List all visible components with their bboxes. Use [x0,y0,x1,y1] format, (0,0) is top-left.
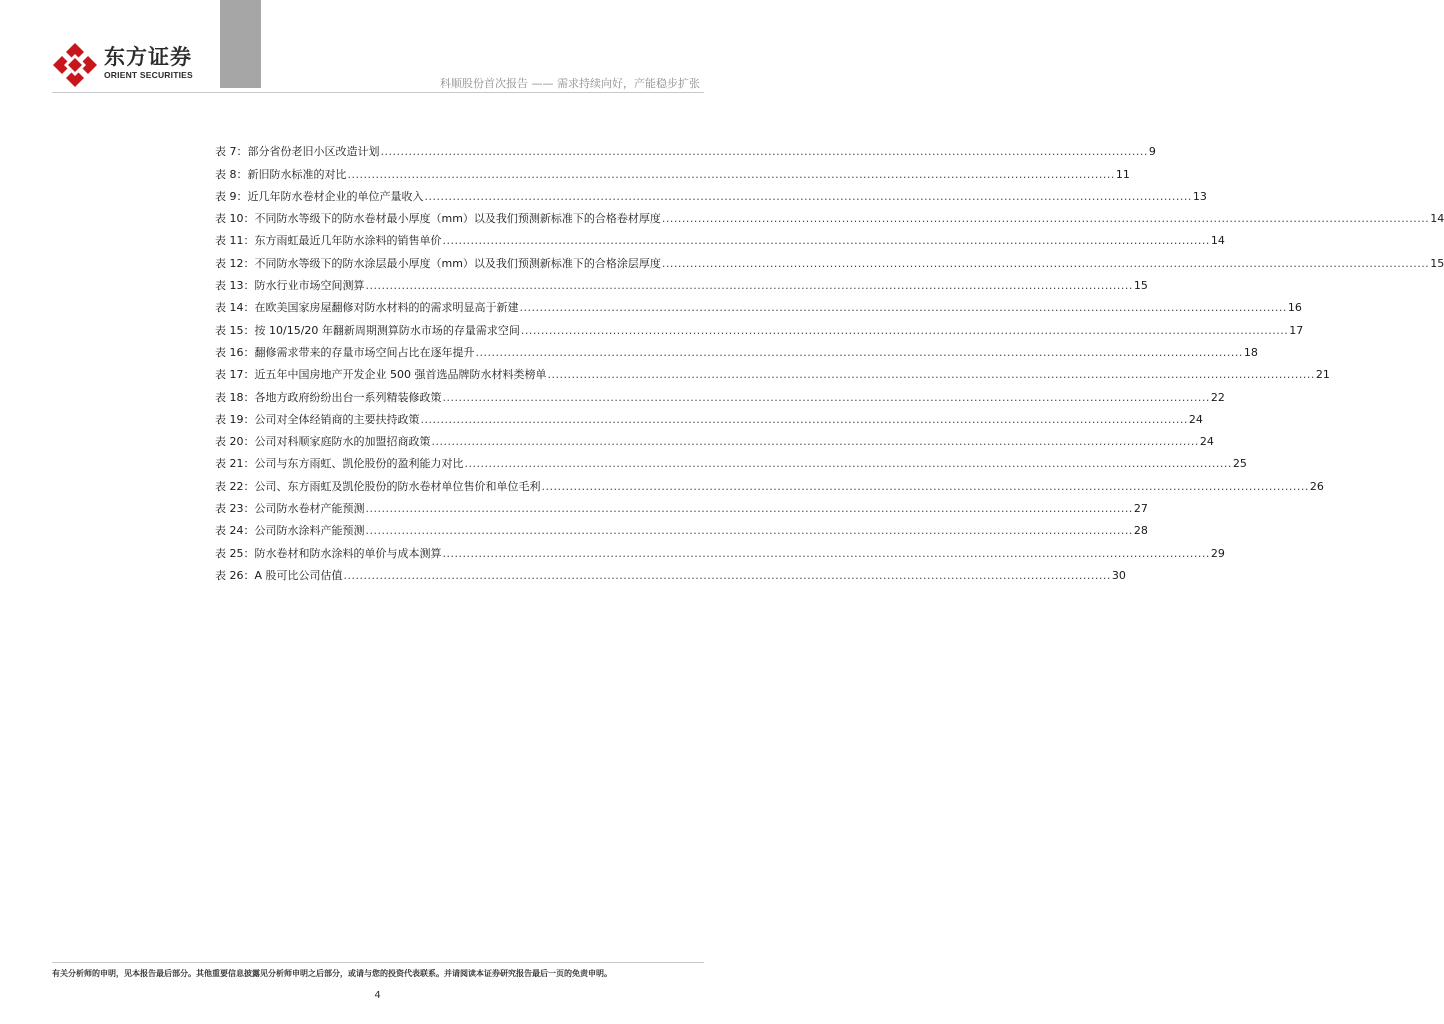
toc-entry-page: 25 [1232,457,1247,471]
toc-entry-title: 表 19：公司对全体经销商的主要扶持政策 [215,412,420,426]
toc-entry[interactable] [215,137,1156,159]
toc-entry-page: 16 [1287,301,1302,315]
header-accent-bar [220,0,261,88]
toc-entry[interactable] [215,382,1225,404]
toc-dot-leader [348,168,1115,182]
toc-entry-title: 表 20：公司对科顺家庭防水的加盟招商政策 [215,435,431,449]
logo-mark-icon [52,42,98,88]
toc-dot-leader [476,346,1243,360]
toc-entry-title: 表 22：公司、东方雨虹及凯伦股份的防水卷材单位售价和单位毛利 [215,479,541,493]
toc-entry-title: 表 14：在欧美国家房屋翻修对防水材料的的需求明显高于新建 [215,301,519,315]
toc-dot-leader [662,212,1429,226]
toc-entry-page: 26 [1309,479,1324,493]
toc-dot-leader [366,279,1133,293]
toc-dot-leader [344,569,1111,583]
toc-entry[interactable] [215,182,1207,204]
toc-entry[interactable] [215,561,1126,583]
toc-entry-page: 11 [1115,167,1130,181]
logo-chinese-text: 东方证券 [104,45,192,69]
toc-dot-leader [432,435,1199,449]
toc-entry-title: 表 10：不同防水等级下的防水卷材最小厚度（mm）以及我们预测新标准下的合格卷材厚度 [215,212,661,226]
toc-entry-page: 30 [1111,568,1126,582]
toc-entry[interactable] [215,405,1203,427]
toc-entry[interactable] [215,449,1247,471]
toc-dot-leader [366,502,1133,516]
toc-entry-page: 24 [1199,435,1214,449]
report-subtitle: 科顺股份首次报告 —— 需求持续向好，产能稳步扩张 [440,77,700,90]
toc-entry-title: 表 11：东方雨虹最近几年防水涂料的销售单价 [215,234,442,248]
logo-english-text: ORIENT SECURITIES [104,70,193,80]
toc-entry-title: 表 8：新旧防水标准的对比 [215,167,347,181]
toc-entry-title: 表 16：翻修需求带来的存量市场空间占比在逐年提升 [215,345,475,359]
toc-entry-title: 表 23：公司防水卷材产能预测 [215,502,365,516]
toc-entry-page: 28 [1133,524,1148,538]
toc-entry-title: 表 9：近几年防水卷材企业的单位产量收入 [215,189,424,203]
toc-entry[interactable] [215,538,1225,560]
toc-dot-leader [542,480,1309,494]
toc-entry-page: 24 [1188,412,1203,426]
page-number: 4 [374,990,381,1001]
toc-entry[interactable] [215,204,1444,226]
toc-entry-page: 27 [1133,502,1148,516]
toc-entry-title: 表 7：部分省份老旧小区改造计划 [215,145,380,159]
toc-entry-page: 15 [1133,279,1148,293]
toc-entry-title: 表 25：防水卷材和防水涂料的单价与成本测算 [215,546,442,560]
toc-entry-title: 表 21：公司与东方雨虹、凯伦股份的盈利能力对比 [215,457,464,471]
toc-entry[interactable] [215,159,1130,181]
toc-entry[interactable] [215,338,1258,360]
toc-dot-leader [443,547,1210,561]
toc-dot-leader [443,234,1210,248]
toc-entry-page: 13 [1192,189,1207,203]
toc-entry-page: 22 [1210,390,1225,404]
toc-entry-page: 21 [1315,368,1330,382]
toc-entry[interactable] [215,471,1324,493]
toc-entry-page: 14 [1430,212,1444,226]
toc-entry-title: 表 26：A 股可比公司估值 [215,568,343,582]
toc-dot-leader [381,145,1148,159]
toc-entry-title: 表 15：按 10/15/20 年翻新周期测算防水市场的存量需求空间 [215,323,520,337]
toc-dot-leader [521,324,1288,338]
toc-entry[interactable] [215,360,1330,382]
toc-entry[interactable] [215,226,1225,248]
header-divider [52,92,704,93]
toc-entry-title: 表 17：近五年中国房地产开发企业 500 强首选品牌防水材料类榜单 [215,368,547,382]
toc-dot-leader [443,391,1210,405]
toc-dot-leader [421,413,1188,427]
toc-entry[interactable] [215,315,1304,337]
toc-entry-title: 表 12：不同防水等级下的防水涂层最小厚度（mm）以及我们预测新标准下的合格涂层厚度 [215,256,661,270]
toc-entry-page: 29 [1210,546,1225,560]
toc-entry[interactable] [215,427,1214,449]
toc-dot-leader [366,524,1133,538]
toc-entry-title: 表 13：防水行业市场空间测算 [215,279,365,293]
toc-entry[interactable] [215,516,1148,538]
footer-disclaimer: 有关分析师的申明，见本报告最后部分。其他重要信息披露见分析师申明之后部分，或请与您的投资代表联系。并请阅读本证券研究报告最后一页的免责申明。 [52,969,612,978]
toc-entry-page: 9 [1148,145,1156,159]
toc-dot-leader [547,368,1314,382]
toc-entry-page: 17 [1289,323,1304,337]
toc-dot-leader [520,301,1287,315]
footer-divider [52,962,704,963]
toc-dot-leader [662,257,1429,271]
toc-entry[interactable] [215,494,1148,516]
toc-entry-page: 15 [1430,256,1444,270]
table-of-contents [215,137,1444,583]
toc-entry-title: 表 24：公司防水涂料产能预测 [215,524,365,538]
toc-entry[interactable] [215,271,1148,293]
toc-dot-leader [425,190,1192,204]
toc-entry[interactable] [215,248,1444,270]
toc-entry-title: 表 18：各地方政府纷纷出台一系列精装修政策 [215,390,442,404]
toc-entry[interactable] [215,293,1302,315]
toc-entry-page: 18 [1243,345,1258,359]
toc-entry-page: 14 [1210,234,1225,248]
company-logo [52,42,212,86]
toc-dot-leader [465,457,1232,471]
